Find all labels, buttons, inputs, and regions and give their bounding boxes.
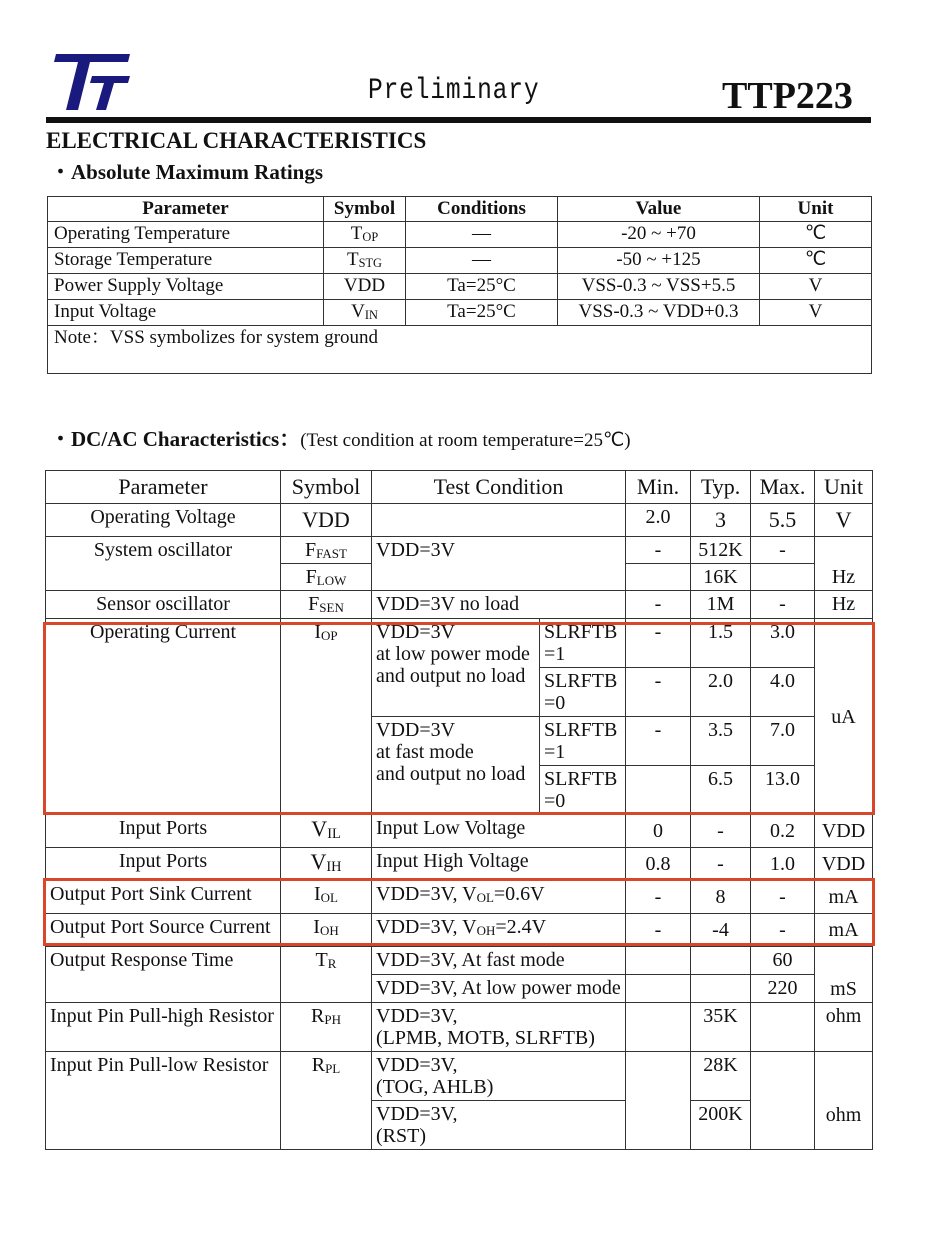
table-row <box>48 248 872 274</box>
part-number: TTP223 <box>722 75 853 117</box>
table-row <box>46 947 873 975</box>
document-status: Preliminary <box>368 74 540 108</box>
cell-unit: V <box>760 300 872 326</box>
cell-condition: Ta=25°C <box>406 274 558 300</box>
cell-parameter: Power Supply Voltage <box>48 274 324 300</box>
table-row <box>48 222 872 248</box>
col-symbol: Symbol <box>281 471 372 504</box>
cell-parameter: Operating Voltage <box>46 504 281 537</box>
cell-parameter: Input Ports <box>46 848 281 881</box>
table-row <box>48 274 872 300</box>
cell-unit: Hz <box>815 591 873 619</box>
table-row <box>48 300 872 326</box>
cell-symbol: $I_{OL}$ <box>281 881 372 914</box>
cell-option: SLRFTB =1 <box>540 717 626 766</box>
dcac-test-condition: (Test condition at room temperature=25℃) <box>300 430 631 451</box>
cell-parameter: Input Pin Pull-high Resistor <box>46 1003 281 1052</box>
cell-min: - <box>626 619 691 668</box>
cell-max: 1.0 <box>751 848 815 881</box>
cell-parameter: Output Response Time <box>46 947 281 1003</box>
cell-condition: VDD=3V, (RST) <box>372 1101 626 1150</box>
cell-option: SLRFTB =1 <box>540 619 626 668</box>
cell-min: - <box>626 668 691 717</box>
cell-typ: -4 <box>691 914 751 947</box>
dcac-table <box>45 470 873 1150</box>
cell-option: SLRFTB =0 <box>540 766 626 815</box>
cell-max: - <box>751 914 815 947</box>
table-row <box>46 537 873 564</box>
cell-unit: mS <box>815 947 873 1003</box>
cell-condition: — <box>406 248 558 274</box>
cell-max <box>751 1052 815 1150</box>
table-header-row <box>48 197 872 222</box>
col-max: Max. <box>751 471 815 504</box>
table-row <box>46 504 873 537</box>
cell-min <box>626 1052 691 1150</box>
cell-unit: ℃ <box>760 222 872 248</box>
cell-min <box>626 1003 691 1052</box>
table-row <box>46 591 873 619</box>
cell-typ: 6.5 <box>691 766 751 815</box>
cell-unit: mA <box>815 881 873 914</box>
cell-max: 4.0 <box>751 668 815 717</box>
logo-letter-t-small <box>90 76 130 110</box>
cell-max <box>751 564 815 591</box>
note-text: Note：VSS symbolizes for system ground <box>48 326 872 374</box>
company-logo <box>50 52 132 112</box>
cell-value: VSS-0.3 ~ VDD+0.3 <box>558 300 760 326</box>
cell-symbol: VDD <box>281 504 372 537</box>
cell-symbol: $T_{STG}$ <box>324 248 406 274</box>
dcac-title: ・DC/AC Characteristics： <box>50 427 301 451</box>
cell-condition: Ta=25°C <box>406 300 558 326</box>
section-title: ELECTRICAL CHARACTERISTICS <box>46 128 427 153</box>
cell-unit: ohm <box>815 1052 873 1150</box>
cell-unit: VDD <box>815 848 873 881</box>
table-row <box>46 1052 873 1101</box>
col-unit: Unit <box>815 471 873 504</box>
cell-condition: VDD=3V at low power mode and output no load <box>372 619 540 717</box>
cell-typ <box>691 947 751 975</box>
header-rule <box>46 117 871 123</box>
cell-condition <box>372 504 626 537</box>
cell-condition: Input Low Voltage <box>372 815 626 848</box>
cell-min: - <box>626 881 691 914</box>
table-header-row <box>46 471 873 504</box>
cell-min <box>626 766 691 815</box>
cell-typ: 3 <box>691 504 751 537</box>
cell-condition: — <box>406 222 558 248</box>
abs-max-heading: ・Absolute Maximum Ratings <box>50 160 324 184</box>
cell-unit: V <box>815 504 873 537</box>
cell-unit: V <box>760 274 872 300</box>
cell-parameter: System oscillator <box>46 537 281 591</box>
cell-min: - <box>626 914 691 947</box>
col-symbol: Symbol <box>324 197 406 222</box>
cell-typ: 2.0 <box>691 668 751 717</box>
cell-parameter: Input Ports <box>46 815 281 848</box>
cell-symbol: $T_R$ <box>281 947 372 1003</box>
col-typ: Typ. <box>691 471 751 504</box>
cell-typ: 8 <box>691 881 751 914</box>
cell-condition: VDD=3V, $V_{OH}=2.4V$ <box>372 914 626 947</box>
abs-max-table <box>47 196 872 374</box>
cell-min <box>626 564 691 591</box>
cell-max: 5.5 <box>751 504 815 537</box>
cell-symbol: $R_{PH}$ <box>281 1003 372 1052</box>
cell-unit: Hz <box>815 537 873 591</box>
table-row <box>46 815 873 848</box>
col-value: Value <box>558 197 760 222</box>
cell-typ: 3.5 <box>691 717 751 766</box>
cell-unit: mA <box>815 914 873 947</box>
cell-typ <box>691 975 751 1003</box>
cell-min: - <box>626 717 691 766</box>
cell-symbol: $V_{IN}$ <box>324 300 406 326</box>
cell-symbol: VDD <box>324 274 406 300</box>
cell-min: 2.0 <box>626 504 691 537</box>
table-row <box>46 914 873 947</box>
cell-option: SLRFTB =0 <box>540 668 626 717</box>
cell-max: 13.0 <box>751 766 815 815</box>
cell-min <box>626 947 691 975</box>
cell-typ: - <box>691 848 751 881</box>
cell-condition: VDD=3V, $V_{OL}=0.6V$ <box>372 881 626 914</box>
cell-parameter: Input Pin Pull-low Resistor <box>46 1052 281 1150</box>
cell-condition: VDD=3V, (LPMB, MOTB, SLRFTB) <box>372 1003 626 1052</box>
cell-condition: VDD=3V, At low power mode <box>372 975 626 1003</box>
cell-condition: VDD=3V <box>372 537 626 591</box>
cell-min: - <box>626 591 691 619</box>
note-row <box>48 326 872 374</box>
cell-symbol: $V_{IH}$ <box>281 848 372 881</box>
cell-symbol: $T_{OP}$ <box>324 222 406 248</box>
cell-parameter: Sensor oscillator <box>46 591 281 619</box>
cell-symbol: $F_{SEN}$ <box>281 591 372 619</box>
cell-max: 0.2 <box>751 815 815 848</box>
cell-symbol: $R_{PL}$ <box>281 1052 372 1150</box>
cell-unit: ohm <box>815 1003 873 1052</box>
cell-unit: uA <box>815 619 873 815</box>
cell-value: -50 ~ +125 <box>558 248 760 274</box>
cell-condition: VDD=3V at fast mode and output no load <box>372 717 540 815</box>
cell-max: 7.0 <box>751 717 815 766</box>
cell-max: - <box>751 537 815 564</box>
cell-parameter: Operating Current <box>46 619 281 815</box>
cell-unit: VDD <box>815 815 873 848</box>
cell-min: 0 <box>626 815 691 848</box>
cell-parameter: Storage Temperature <box>48 248 324 274</box>
table-row <box>46 881 873 914</box>
cell-condition: Input High Voltage <box>372 848 626 881</box>
col-parameter: Parameter <box>46 471 281 504</box>
cell-condition: VDD=3V no load <box>372 591 626 619</box>
cell-typ: 1.5 <box>691 619 751 668</box>
cell-condition: VDD=3V, At fast mode <box>372 947 626 975</box>
cell-max: - <box>751 881 815 914</box>
cell-max <box>751 1003 815 1052</box>
cell-condition: VDD=3V, (TOG, AHLB) <box>372 1052 626 1101</box>
cell-symbol: $I_{OH}$ <box>281 914 372 947</box>
cell-parameter: Input Voltage <box>48 300 324 326</box>
table-row <box>46 1003 873 1052</box>
cell-parameter: Output Port Source Current <box>46 914 281 947</box>
cell-typ: 200K <box>691 1101 751 1150</box>
dcac-heading <box>50 423 631 453</box>
cell-parameter: Operating Temperature <box>48 222 324 248</box>
col-test-condition: Test Condition <box>372 471 626 504</box>
cell-symbol: $I_{OP}$ <box>281 619 372 815</box>
cell-max: 60 <box>751 947 815 975</box>
cell-max: 3.0 <box>751 619 815 668</box>
col-unit: Unit <box>760 197 872 222</box>
cell-typ: 35K <box>691 1003 751 1052</box>
cell-typ: 512K <box>691 537 751 564</box>
cell-symbol: $F_{LOW}$ <box>281 564 372 591</box>
table-row <box>46 619 873 668</box>
cell-value: VSS-0.3 ~ VSS+5.5 <box>558 274 760 300</box>
col-min: Min. <box>626 471 691 504</box>
cell-max: - <box>751 591 815 619</box>
cell-max: 220 <box>751 975 815 1003</box>
cell-typ: 1M <box>691 591 751 619</box>
cell-symbol: $F_{FAST}$ <box>281 537 372 564</box>
table-row <box>46 848 873 881</box>
cell-min: 0.8 <box>626 848 691 881</box>
cell-typ: - <box>691 815 751 848</box>
col-parameter: Parameter <box>48 197 324 222</box>
cell-unit: ℃ <box>760 248 872 274</box>
cell-min: - <box>626 537 691 564</box>
cell-typ: 16K <box>691 564 751 591</box>
cell-min <box>626 975 691 1003</box>
cell-typ: 28K <box>691 1052 751 1101</box>
col-conditions: Conditions <box>406 197 558 222</box>
cell-value: -20 ~ +70 <box>558 222 760 248</box>
cell-symbol: $V_{IL}$ <box>281 815 372 848</box>
cell-parameter: Output Port Sink Current <box>46 881 281 914</box>
